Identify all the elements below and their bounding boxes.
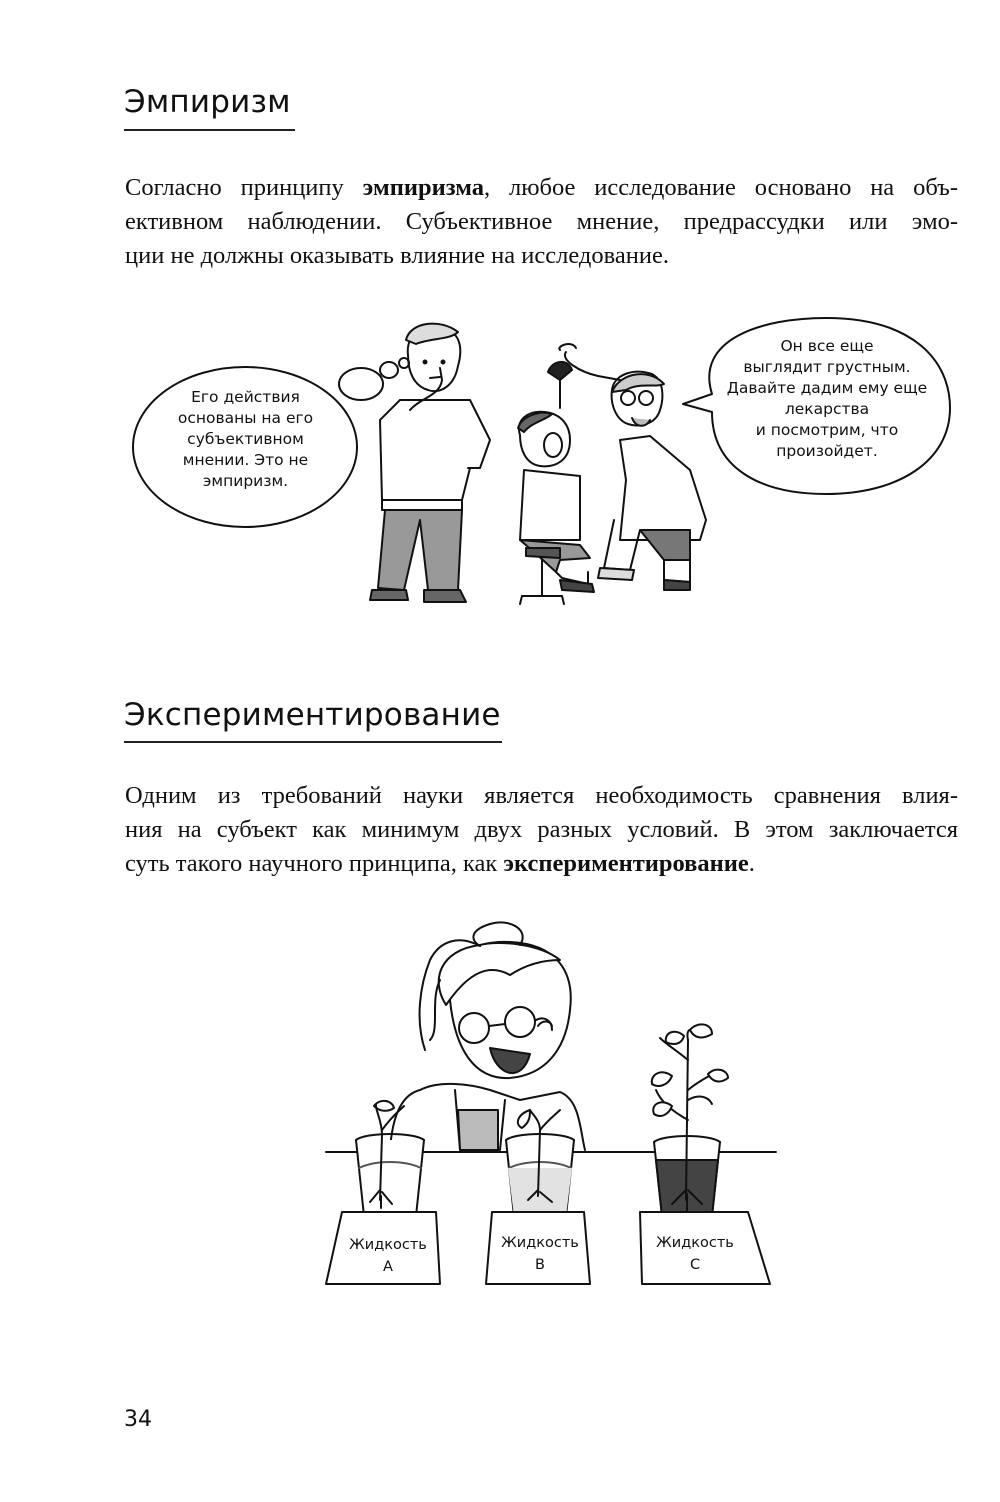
page-number: 34 [124, 1407, 152, 1432]
paragraph-line: Согласно принципу эмпиризма, любое исследование основано на объ- [125, 174, 958, 201]
paragraph-line: ния на субъект как минимум двух разных условий. В этом заключается [125, 816, 958, 843]
cup-a [356, 1101, 424, 1216]
paragraph-line: ективном наблюдении. Субъективное мнение, предрассудки или эмо- [125, 208, 958, 235]
section-heading-experimentation: Экспериментирование [124, 697, 501, 733]
cup-label-c: Жидкость C [656, 1235, 734, 1273]
girl-figure [390, 922, 585, 1150]
cup-label-b: Жидкость B [501, 1235, 579, 1273]
cup-label-a: Жидкость A [349, 1237, 427, 1275]
section-heading-empiricism: Эмпиризм [124, 84, 291, 120]
paragraph-line: ции не должны оказывать влияние на исследование. [125, 242, 669, 269]
cup-b [506, 1110, 574, 1216]
left-bubble-text: Его действия основаны на его субъективном мнении. Это не эмпиризм. [177, 388, 314, 490]
cup-c [652, 1024, 728, 1216]
right-bubble-text: Он все еще выглядит грустным. Давайте дадим ему еще лекарства и посмотрим, что произойдет. [726, 337, 928, 460]
paragraph-line: Одним из требований науки является необходимость сравнения влия- [125, 782, 958, 809]
paragraph-line: суть такого научного принципа, как экспериментирование. [125, 850, 755, 877]
